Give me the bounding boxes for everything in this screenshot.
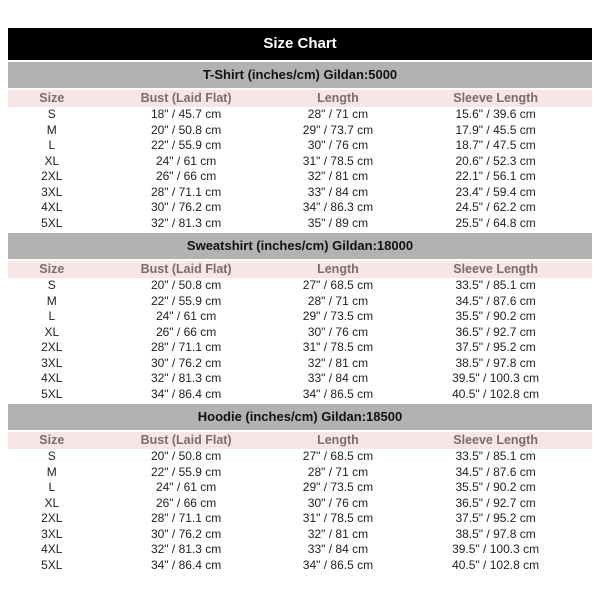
size-cell: M: [46, 293, 57, 308]
size-cell: 5XL: [41, 215, 63, 230]
table-cell: 32" / 81 cm: [307, 355, 369, 370]
table-row: [8, 371, 592, 387]
size-cell: 4XL: [41, 371, 63, 385]
column-header-length: Length: [317, 262, 359, 276]
column-header-size: Size: [39, 91, 65, 105]
size-cell: 3XL: [41, 184, 63, 199]
column-header-sleeve-length: Sleeve Length: [453, 433, 538, 447]
table-cell: 28" / 71.1 cm: [150, 511, 222, 525]
table-row: [8, 340, 592, 356]
table-cell: 28" / 71 cm: [307, 464, 369, 479]
size-cell: XL: [44, 495, 60, 510]
table-row: [8, 123, 592, 139]
table-cell: 30" / 76.2 cm: [150, 200, 222, 214]
table-row: [8, 496, 592, 512]
table-row: [8, 154, 592, 170]
size-cell: 5XL: [41, 386, 63, 401]
size-cell: M: [46, 122, 57, 137]
size-cell: 3XL: [41, 526, 63, 541]
table-cell: 30" / 76 cm: [307, 324, 369, 339]
column-header-sleeve-length: Sleeve Length: [453, 262, 538, 276]
table-cell: 34" / 86.5 cm: [302, 386, 374, 401]
table-row: [8, 387, 592, 403]
column-header-bust-laid-flat: Bust (Laid Flat): [140, 433, 232, 447]
table-cell: 33" / 84 cm: [307, 184, 369, 199]
size-cell: 4XL: [41, 542, 63, 556]
size-cell: 2XL: [41, 340, 63, 354]
size-cell: 4XL: [41, 200, 63, 214]
table-row: [8, 309, 592, 325]
table-cell: 38.5" / 97.8 cm: [455, 526, 536, 541]
table-cell: 15.6" / 39.6 cm: [455, 107, 536, 121]
size-cell: S: [47, 449, 56, 463]
table-row: [8, 449, 592, 465]
table-cell: 33.5" / 85.1 cm: [455, 278, 536, 292]
table-row: [8, 511, 592, 527]
table-cell: 33" / 84 cm: [307, 371, 369, 385]
table-cell: 26" / 66 cm: [155, 324, 217, 339]
table-row: [8, 480, 592, 496]
table-row: [8, 356, 592, 372]
table-cell: 30" / 76 cm: [307, 138, 369, 152]
column-header-bust-laid-flat: Bust (Laid Flat): [140, 262, 232, 276]
column-header-size: Size: [39, 262, 65, 276]
table-cell: 18" / 45.7 cm: [150, 107, 222, 121]
table-cell: 40.5" / 102.8 cm: [452, 557, 540, 572]
table-cell: 22.1" / 56.1 cm: [455, 169, 536, 183]
column-header-sleeve-length: Sleeve Length: [453, 91, 538, 105]
table-cell: 30" / 76.2 cm: [150, 355, 222, 370]
table-cell: 24" / 61 cm: [155, 153, 217, 168]
size-section: [8, 404, 592, 573]
table-cell: 22" / 55.9 cm: [150, 138, 222, 152]
table-row: [8, 107, 592, 123]
table-row: [8, 138, 592, 154]
table-cell: 30" / 76.2 cm: [150, 526, 222, 541]
column-header-row: [8, 90, 592, 107]
table-row: [8, 169, 592, 185]
table-cell: 34" / 86.5 cm: [302, 557, 374, 572]
table-cell: 17.9" / 45.5 cm: [455, 122, 536, 137]
table-cell: 24" / 61 cm: [155, 309, 217, 323]
table-cell: 18.7" / 47.5 cm: [455, 138, 536, 152]
table-cell: 35" / 89 cm: [307, 215, 369, 230]
table-cell: 32" / 81.3 cm: [150, 371, 222, 385]
table-cell: 25.5" / 64.8 cm: [455, 215, 536, 230]
table-cell: 20" / 50.8 cm: [150, 122, 222, 137]
size-chart-sections: [8, 62, 592, 573]
table-cell: 31" / 78.5 cm: [302, 511, 374, 525]
table-cell: 34" / 86.3 cm: [302, 200, 374, 214]
size-cell: L: [48, 309, 56, 323]
table-cell: 26" / 66 cm: [155, 495, 217, 510]
table-cell: 28" / 71.1 cm: [150, 340, 222, 354]
table-cell: 28" / 71 cm: [307, 293, 369, 308]
table-cell: 34" / 86.4 cm: [150, 557, 222, 572]
table-cell: 39.5" / 100.3 cm: [452, 371, 540, 385]
size-cell: L: [48, 138, 56, 152]
size-cell: 2XL: [41, 511, 63, 525]
section-rows: [8, 107, 592, 231]
size-cell: XL: [44, 153, 60, 168]
size-cell: XL: [44, 324, 60, 339]
column-header-length: Length: [317, 433, 359, 447]
table-row: [8, 465, 592, 481]
size-cell: S: [47, 278, 56, 292]
table-row: [8, 542, 592, 558]
table-row: [8, 185, 592, 201]
table-row: [8, 200, 592, 216]
table-cell: 36.5" / 92.7 cm: [455, 495, 536, 510]
table-cell: 29" / 73.7 cm: [302, 122, 374, 137]
table-cell: 32" / 81 cm: [307, 526, 369, 541]
column-header-row: [8, 432, 592, 449]
table-cell: 32" / 81.3 cm: [150, 215, 222, 230]
page-title: Size Chart: [263, 35, 337, 52]
table-cell: 20.6" / 52.3 cm: [455, 153, 536, 168]
table-cell: 22" / 55.9 cm: [150, 293, 222, 308]
table-cell: 26" / 66 cm: [155, 169, 217, 183]
table-cell: 23.4" / 59.4 cm: [455, 184, 536, 199]
table-cell: 29" / 73.5 cm: [302, 480, 374, 494]
size-cell: S: [47, 107, 56, 121]
section-heading: Sweatshirt (inches/cm) Gildan:18000: [8, 233, 592, 259]
table-cell: 39.5" / 100.3 cm: [452, 542, 540, 556]
table-cell: 20" / 50.8 cm: [150, 449, 222, 463]
table-cell: 20" / 50.8 cm: [150, 278, 222, 292]
size-section: [8, 233, 592, 402]
column-header-length: Length: [317, 91, 359, 105]
table-cell: 32" / 81 cm: [307, 169, 369, 183]
table-row: [8, 527, 592, 543]
column-header-row: [8, 261, 592, 278]
table-cell: 31" / 78.5 cm: [302, 340, 374, 354]
table-row: [8, 325, 592, 341]
section-rows: [8, 449, 592, 573]
table-cell: 32" / 81.3 cm: [150, 542, 222, 556]
table-cell: 27" / 68.5 cm: [302, 449, 374, 463]
table-cell: 30" / 76 cm: [307, 495, 369, 510]
table-cell: 24" / 61 cm: [155, 480, 217, 494]
size-cell: 5XL: [41, 557, 63, 572]
table-cell: 22" / 55.9 cm: [150, 464, 222, 479]
table-cell: 33.5" / 85.1 cm: [455, 449, 536, 463]
section-heading: Hoodie (inches/cm) Gildan:18500: [8, 404, 592, 430]
size-section: [8, 62, 592, 231]
table-cell: 33" / 84 cm: [307, 542, 369, 556]
table-cell: 38.5" / 97.8 cm: [455, 355, 536, 370]
table-row: [8, 558, 592, 574]
table-cell: 24.5" / 62.2 cm: [455, 200, 536, 214]
table-cell: 27" / 68.5 cm: [302, 278, 374, 292]
size-chart-title-bar: [8, 28, 592, 60]
size-cell: 2XL: [41, 169, 63, 183]
section-rows: [8, 278, 592, 402]
table-cell: 28" / 71 cm: [307, 107, 369, 121]
table-cell: 28" / 71.1 cm: [150, 184, 222, 199]
section-heading: T-Shirt (inches/cm) Gildan:5000: [8, 62, 592, 88]
table-cell: 37.5" / 95.2 cm: [455, 340, 536, 354]
table-cell: 29" / 73.5 cm: [302, 309, 374, 323]
column-header-bust-laid-flat: Bust (Laid Flat): [140, 91, 232, 105]
table-cell: 31" / 78.5 cm: [302, 153, 374, 168]
table-row: [8, 216, 592, 232]
table-cell: 37.5" / 95.2 cm: [455, 511, 536, 525]
table-cell: 36.5" / 92.7 cm: [455, 324, 536, 339]
table-cell: 34.5" / 87.6 cm: [455, 293, 536, 308]
table-cell: 35.5" / 90.2 cm: [455, 309, 536, 323]
table-cell: 35.5" / 90.2 cm: [455, 480, 536, 494]
table-cell: 34" / 86.4 cm: [150, 386, 222, 401]
size-cell: M: [46, 464, 57, 479]
table-row: [8, 294, 592, 310]
table-row: [8, 278, 592, 294]
table-cell: 40.5" / 102.8 cm: [452, 386, 540, 401]
size-cell: 3XL: [41, 355, 63, 370]
column-header-size: Size: [39, 433, 65, 447]
size-cell: L: [48, 480, 56, 494]
table-cell: 34.5" / 87.6 cm: [455, 464, 536, 479]
